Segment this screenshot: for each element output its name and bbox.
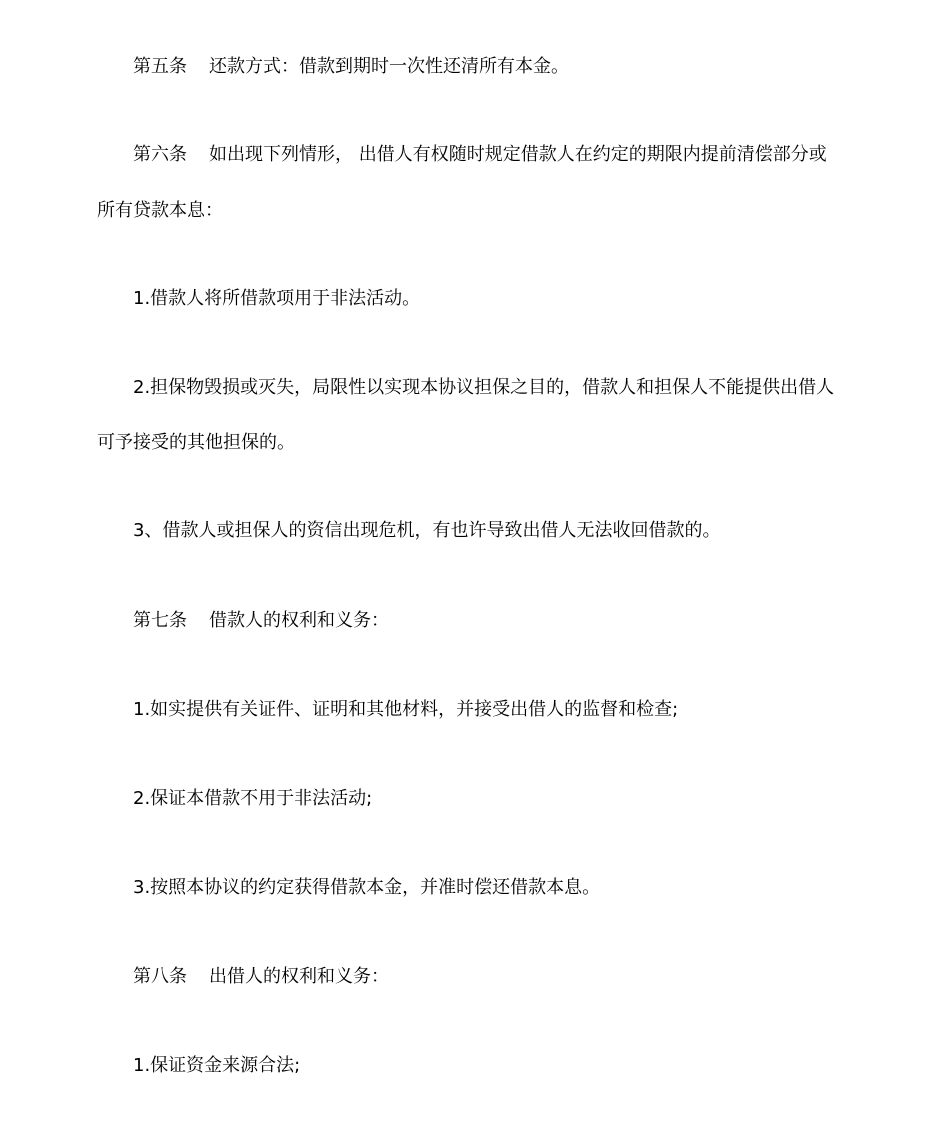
article-seven-label: 第七条 bbox=[133, 610, 187, 631]
article-seven-text: 借款人的权利和义务： bbox=[209, 610, 389, 631]
article-seven bbox=[133, 609, 389, 633]
article-six-item-2: 2.担保物毁损或灭失，局限性以实现本协议担保之目的，借款人和担保人不能提供出借人 bbox=[133, 377, 835, 398]
article-five-label: 第五条 bbox=[133, 56, 187, 77]
article-eight bbox=[133, 965, 389, 989]
article-six-item-1: 1.借款人将所借款项用于非法活动。 bbox=[133, 288, 421, 309]
article-seven-item-2: 2.保证本借款不用于非法活动; bbox=[133, 788, 373, 809]
article-five-text: 还款方式：借款到期时一次性还清所有本金。 bbox=[209, 56, 569, 77]
article-seven-item-3: 3.按照本协议的约定获得借款本金，并准时偿还借款本息。 bbox=[133, 877, 601, 898]
article-eight-item-1: 1.保证资金来源合法; bbox=[133, 1055, 301, 1076]
article-five bbox=[133, 55, 569, 79]
article-six bbox=[133, 143, 827, 167]
article-eight-text: 出借人的权利和义务： bbox=[209, 966, 389, 987]
article-six-continuation: 所有贷款本息： bbox=[97, 200, 223, 221]
article-six-item-3: 3、借款人或担保人的资信出现危机，有也许导致出借人无法收回借款的。 bbox=[133, 520, 721, 541]
article-six-text: 如出现下列情形， 出借人有权随时规定借款人在约定的期限内提前清偿部分或 bbox=[209, 144, 827, 165]
article-seven-item-1: 1.如实提供有关证件、证明和其他材料，并接受出借人的监督和检查; bbox=[133, 699, 679, 720]
article-six-label: 第六条 bbox=[133, 144, 187, 165]
article-six-item-2-continuation: 可予接受的其他担保的。 bbox=[97, 432, 295, 453]
article-eight-label: 第八条 bbox=[133, 966, 187, 987]
